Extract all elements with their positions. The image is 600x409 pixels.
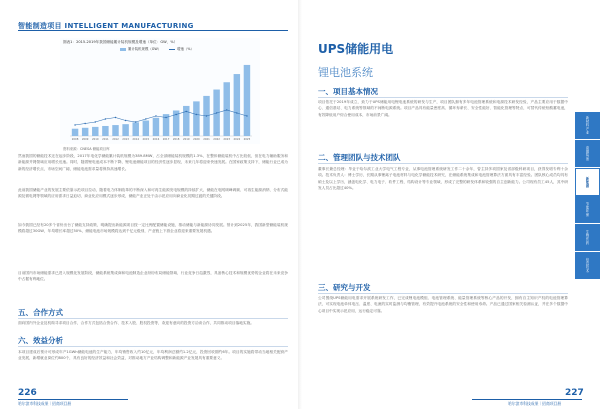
section-3-text: 公司围绕UPS储能用电需求开展系统研发工作，已完成锂电池模组、电池管理系统、能量管理系统等核心产品的开发，拥有自主知识产权的电池管理算法，可实现电池单体电压、温度、电流的实时监测与均衡管理，有效提升电池系统的安全性和使用寿命。产品已通过国家相关检测认证，并在多个数据中心项目中实现示范应用，运行稳定可靠。 [318, 296, 568, 313]
x-tick-2016: 2016 [152, 138, 160, 141]
x-tick-2022: 2022 [213, 138, 220, 141]
bar-2008 [72, 129, 78, 136]
x-tick-2013: 2013 [122, 138, 129, 141]
section-2-divider [318, 163, 568, 164]
growth-point-2021 [206, 115, 207, 116]
bar-2023 [223, 82, 229, 136]
section-6-text: 本项目建成后预计可形成年产1GWh储能电池的生产能力，年均销售收入约10亿元，年均利润总额约1.2亿元，投资回收期约6年。项目的实施将带动当地相关配套产业发展，新增就业岗位约800个，具有良好的经济效益和社会效益，对推动地方产业结构调整和新能源产业发展具有重要意义。 [18, 350, 288, 361]
x-tick-2009: 2009 [81, 138, 89, 141]
section-5-title: 五、合作方式 [18, 308, 63, 317]
footer-text-right: 哈尔滨市科技成果｜招商项目册 [508, 401, 562, 406]
x-tick-2015: 2015 [142, 138, 150, 141]
footer-divider-right [472, 399, 582, 400]
section-1-title: 一、项目基本情况 [318, 87, 378, 96]
bar-2020 [193, 101, 199, 136]
x-tick-2020: 2020 [193, 138, 200, 141]
bar-2025 [244, 65, 250, 136]
growth-point-2008 [74, 124, 75, 125]
growth-line [75, 110, 247, 125]
x-tick-2008: 2008 [71, 138, 79, 141]
growth-point-2013 [125, 120, 126, 121]
x-tick-2018: 2018 [172, 138, 180, 141]
section-3-title: 三、研究与开发 [318, 283, 371, 292]
bar-2010 [92, 127, 98, 136]
x-tick-2023: 2023 [223, 138, 231, 141]
bar-2014 [132, 122, 138, 136]
section-5-text: 面向国内外企业及机构寻求项目合作，合作方式包括合资合作、技术入股、股权投资等，欢迎有意向的投资方洽谈合作，共同推动项目落地实施。 [18, 321, 254, 325]
bar-2013 [122, 124, 128, 136]
x-tick-2014: 2014 [132, 138, 140, 141]
chart-legend [120, 46, 194, 51]
x-tick-2017: 2017 [162, 138, 170, 141]
side-tab-5[interactable]: 生物医药 [575, 224, 600, 252]
growth-point-2023 [226, 109, 227, 110]
footer-divider-left [18, 399, 128, 400]
section-1-text: 项目依托于2019年成立，致力于UPS储能用电锂电池系统的研发与生产，项目团队拥有多年电池管理系统和电源技术研发经验，产品主要应用于数据中心、通信基站、电力系统等领域的不间断电源系统。项目产品具有能量密度高、循环寿命长、安全性能好、智能化管理等特点，可替代传统铅酸蓄电池，有效降低用户综合使用成本，市场前景广阔。 [318, 100, 568, 117]
bar-2009 [82, 128, 88, 136]
page-number-right: 227 [565, 388, 584, 398]
bar-2016 [153, 118, 159, 136]
legend-item-line: 增速（%） [169, 46, 194, 51]
footer-text-left: 哈尔滨市科技成果｜招商项目册 [18, 401, 72, 406]
section-1-divider [318, 97, 568, 98]
section-6-title: 六、效益分析 [18, 336, 63, 345]
x-tick-2019: 2019 [182, 138, 190, 141]
side-tab-4[interactable]: 节能环保 [575, 196, 600, 224]
section-5-divider [18, 318, 288, 319]
side-tab-6[interactable]: 信息技术 [575, 252, 600, 280]
growth-point-2017 [165, 117, 166, 118]
paragraph-3: 如今我国已经有20多个省份出台了储能支持政策，明确提出新能源项目按一定比例配置储能设施，推动储能与新能源协同发展。预计到2025年，我国新型储能装机规模将超过30GW，年均增长率超过50%，储能电池市场规模将达到千亿元级别，产业链上下游企业将迎来重要发展机遇。 [18, 223, 288, 234]
bar-2011 [102, 126, 108, 136]
bar-2024 [234, 74, 240, 136]
page-number-left: 226 [18, 388, 37, 398]
side-tab-2[interactable]: 高端装备 [575, 140, 600, 168]
x-tick-2025: 2025 [243, 138, 251, 141]
growth-point-2011 [105, 118, 106, 119]
growth-point-2009 [84, 123, 85, 124]
chart-title: 图表1：2015-2019年我国储能累计装机规模及增速（单位：GW、%） [63, 40, 178, 44]
section-3-divider [318, 293, 568, 294]
x-tick-2011: 2011 [102, 138, 109, 141]
header-label: 智能制造项目 INTELLIGENT MANUFACTURING [18, 22, 194, 30]
page-gutter [298, 0, 302, 409]
x-tick-2021: 2021 [203, 138, 210, 141]
paragraph-1: 然而我国的储能技术还在起步阶段，2017年电化学储能累计装机规模为389.8MW，占全部储能装机规模的1.3%，在整体储能装机中占比较低，但在电力辅助服务和新能源并网领域应用增长迅速。同时，随着锂电池成本不断下降，锂电池储能项目的经济性逐步显现，未来几年将迎来快速发展。在国家政策支持下，储能行业已成为新的经济增长点，市场空间广阔，储能电池需求量将保持高速增长。 [18, 154, 288, 171]
x-tick-2024: 2024 [233, 138, 241, 141]
paragraph-2: 此前我国储能产业的发展主要依靠示范项目拉动，随着电力体制改革的不断深入和可再生能源发电规模的持续扩大，储能在电网调峰调频、可再生能源消纳、分布式能源及微电网等领域的应用需求日益迫切，商业化应用模式逐步形成，储能产业正处于由示范应用向商业化初期过渡的关键阶段。 [18, 188, 288, 199]
side-tab-3[interactable]: 新能源 [575, 168, 600, 197]
paragraph-4: 目前国内市场储能需求已进入规模化发展阶段，储能系统集成商和电池制造企业纷纷布局储能领域，行业竞争日趋激烈，具备核心技术和规模优势的企业将在未来竞争中占据有利地位。 [18, 271, 288, 282]
growth-point-2016 [155, 115, 156, 116]
chart-source: 资料来源：CNESA 储能项目库 [63, 147, 110, 151]
growth-point-2020 [196, 114, 197, 115]
chart [60, 38, 260, 144]
bar-2015 [143, 121, 149, 136]
side-tab-1[interactable]: 新材料产业 [575, 112, 600, 140]
growth-point-2018 [175, 114, 176, 115]
header-divider [18, 30, 288, 31]
x-tick-2012: 2012 [112, 138, 119, 141]
bar-2019 [183, 106, 189, 136]
growth-point-2010 [95, 121, 96, 122]
growth-point-2015 [145, 118, 146, 119]
legend-item-bars: 累计装机规模（GW） [120, 46, 161, 51]
bar-2012 [112, 125, 118, 136]
section-6-divider [18, 346, 288, 347]
growth-point-2019 [186, 111, 187, 112]
growth-point-2012 [115, 117, 116, 118]
section-2-text: 董事长兼总经理：毕业于哈尔滨工业大学电气工程专业，从事电池管理系统研发工作二十余年，曾主持多项国家及省部级科研项目，获得发明专利十余项。技术负责人：博士学历，长期从事锂离子电池材料与电化学储能技术研究，在储能系统集成和电池管理算法方面具有丰富经验。团队核心成员均具有硕士及以上学历，涵盖电化学、电力电子、软件工程、结构设计等专业领域，形成了完整的研发体系和较强的自主创新能力。公司现有员工45人，其中研发人员占比超过40%。 [318, 167, 568, 191]
growth-point-2025 [246, 115, 247, 116]
growth-point-2024 [236, 112, 237, 113]
project-subtitle: 锂电池系统 [318, 66, 373, 79]
project-title: UPS储能用电 [318, 42, 394, 56]
growth-point-2014 [135, 121, 136, 122]
side-category-tabs [575, 112, 600, 280]
growth-point-2022 [216, 112, 217, 113]
section-2-title: 二、管理团队与技术团队 [318, 153, 401, 162]
x-tick-2010: 2010 [91, 138, 99, 141]
